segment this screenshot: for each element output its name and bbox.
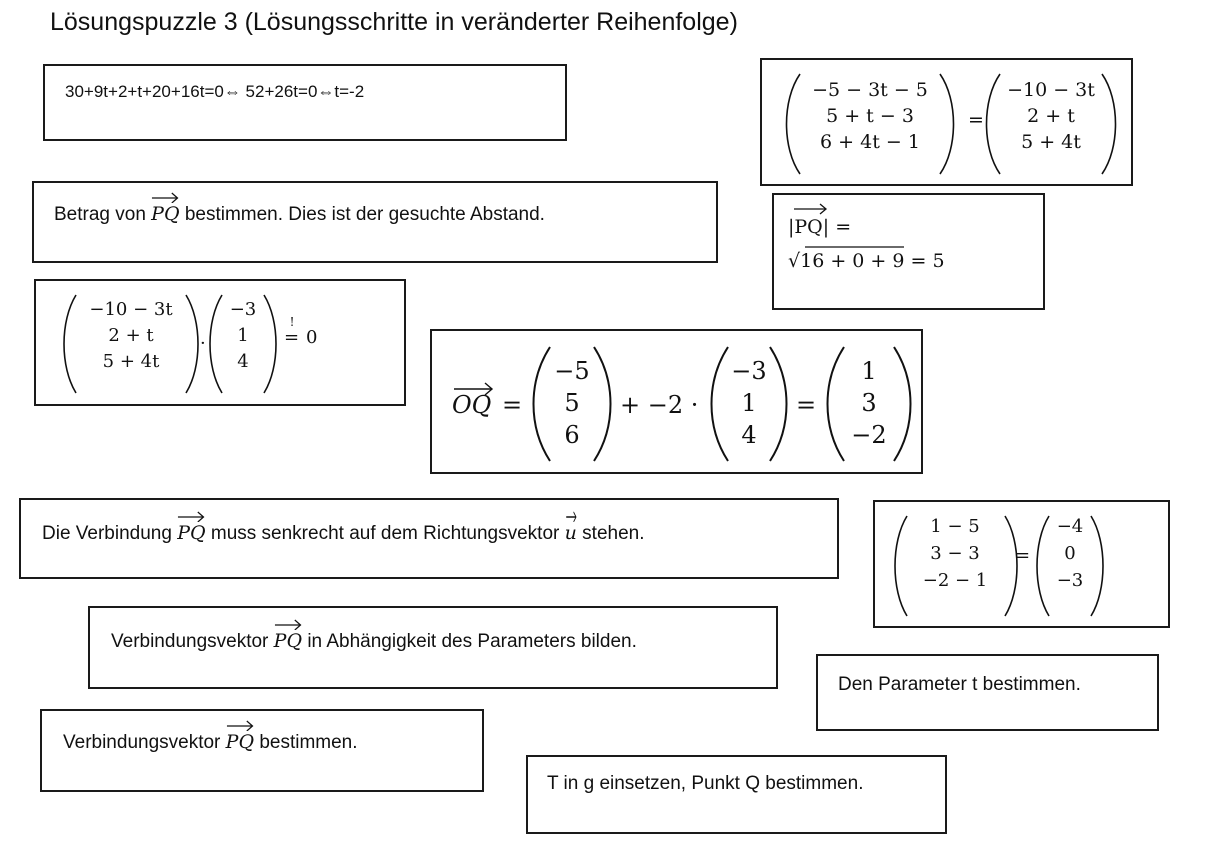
card-vektor-bestimmen[interactable] (40, 709, 484, 792)
card-dot-product[interactable] (34, 279, 406, 406)
dot-result: 0 (306, 327, 318, 348)
senkrecht-text: Die Verbindung PQ muss senkrecht auf dem Richtungsvektor u stehen. (42, 522, 645, 545)
pq-num-lhs-3: −2 − 1 (922, 570, 988, 591)
card-oq[interactable] (430, 329, 923, 474)
card-param-vektor[interactable] (88, 606, 778, 689)
vektor-bestimmen-text: Verbindungsvektor PQ bestimmen. (63, 731, 358, 754)
pq-numeric-formula (875, 502, 1172, 630)
betrag-rhs: √16 + 0 + 9 = 5 (788, 250, 945, 272)
equals-sign-2: = (796, 391, 817, 419)
equation-text: 30+9t+2+t+20+16t=0⇔ 52+26t=0⇔t=-2 (65, 82, 365, 101)
pq-rhs-1: −10 − 3t (1007, 79, 1095, 101)
oq-u-1: −3 (731, 357, 767, 385)
betrag-after: bestimmen. Dies ist der gesuchte Abstand. (179, 204, 545, 225)
oq-label: OQ (452, 391, 492, 419)
dot-operator: · (200, 333, 206, 354)
betrag-text (54, 203, 545, 226)
oq-p-2: 5 (564, 389, 580, 417)
pq-lhs-1: −5 − 3t − 5 (812, 79, 928, 101)
pq-lhs-2: 5 + t − 3 (826, 105, 914, 127)
pq-vector-label: PQ (226, 731, 254, 753)
card-pq-numeric[interactable] (873, 500, 1170, 628)
equals-sign: = (284, 327, 300, 348)
card-pq-parametric[interactable] (760, 58, 1133, 186)
oq-q-1: 1 (861, 357, 877, 385)
oq-formula (432, 331, 925, 476)
parameter-t-text: Den Parameter t bestimmen. (838, 674, 1081, 695)
pq-num-rhs-2: 0 (1064, 543, 1076, 564)
pq-lhs-3: 6 + 4t − 1 (820, 131, 920, 153)
equals-sign: = (1015, 545, 1031, 566)
oq-q-3: −2 (851, 421, 887, 449)
pq-rhs-2: 2 + t (1027, 105, 1075, 127)
pq-rhs-3: 5 + 4t (1021, 131, 1081, 153)
card-betrag-formula[interactable] (772, 193, 1045, 310)
card-parameter-t[interactable] (816, 654, 1159, 731)
dot-a-3: 5 + 4t (102, 351, 160, 372)
betrag-formula (774, 195, 1047, 312)
pq-vector-label: PQ (177, 522, 205, 544)
card-senkrecht[interactable] (19, 498, 839, 579)
betrag-before: Betrag von (54, 204, 152, 225)
card-equation[interactable] (43, 64, 567, 141)
pq-num-rhs-1: −4 (1056, 516, 1084, 537)
dot-product-formula (36, 281, 408, 408)
oq-u-3: 4 (741, 421, 757, 449)
pq-vector-label: PQ (151, 203, 179, 225)
t-einsetzen-text: T in g einsetzen, Punkt Q bestimmen. (547, 773, 864, 794)
equals-sign: = (502, 391, 523, 419)
oq-u-2: 1 (741, 389, 757, 417)
card-t-einsetzen[interactable] (526, 755, 947, 834)
card-betrag[interactable] (32, 181, 718, 263)
oq-p-3: 6 (564, 421, 580, 449)
oq-coefficient: + −2 · (620, 391, 699, 419)
pq-num-rhs-3: −3 (1056, 570, 1084, 591)
u-vector-label: u (565, 522, 577, 544)
pq-parametric-formula (762, 60, 1135, 188)
oq-q-2: 3 (861, 389, 877, 417)
pq-num-lhs-2: 3 − 3 (930, 543, 980, 564)
page-title: Lösungspuzzle 3 (Lösungsschritte in veränderter Reihenfolge) (50, 8, 738, 36)
param-vektor-text: Verbindungsvektor PQ in Abhängigkeit des Parameters bilden. (111, 630, 637, 653)
pq-vector-label: PQ (274, 630, 302, 652)
dot-b-3: 4 (237, 351, 249, 372)
dot-b-1: −3 (229, 299, 257, 320)
dot-a-1: −10 − 3t (89, 299, 173, 320)
dot-b-2: 1 (237, 325, 249, 346)
oq-p-1: −5 (554, 357, 590, 385)
equals-sign: = (968, 109, 984, 131)
dot-a-2: 2 + t (108, 325, 154, 346)
pq-num-lhs-1: 1 − 5 (930, 516, 980, 537)
betrag-lhs: |PQ| = (788, 216, 852, 238)
exclamation-mark: ! (289, 315, 295, 329)
